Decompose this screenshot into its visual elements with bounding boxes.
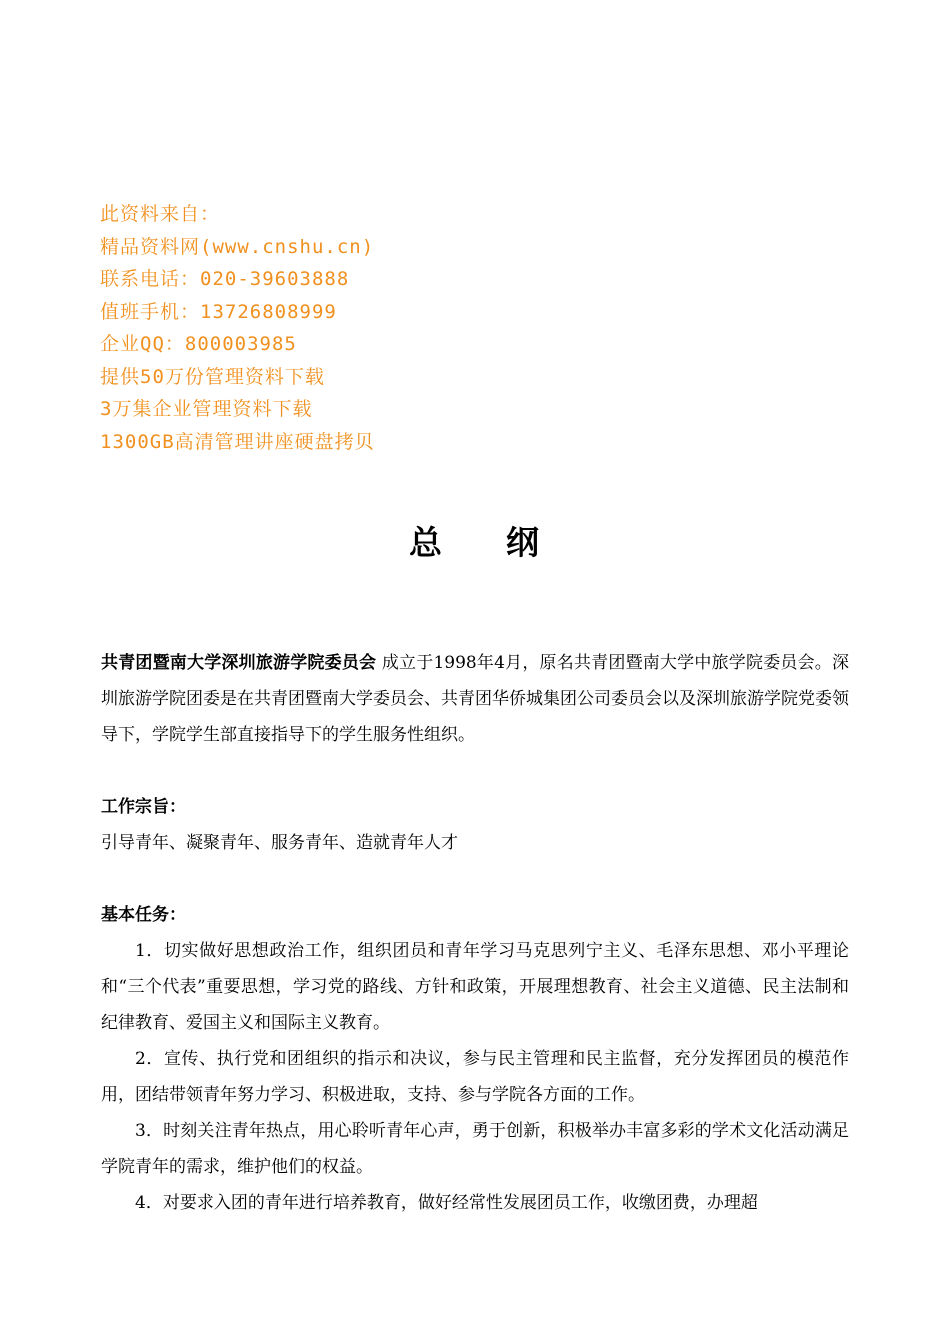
- promo-line-offer-3: 1300GB高清管理讲座硬盘拷贝: [100, 430, 375, 453]
- promo-line-phone: 联系电话：020-39603888: [100, 268, 350, 290]
- promo-line-source: 此资料来自：: [100, 203, 221, 225]
- task-item-4: 4．对要求入团的青年进行培养教育，做好经常性发展团员工作，收缴团费，办理超: [135, 1193, 758, 1213]
- promo-block: [100, 198, 620, 458]
- promo-line-offer-1: 提供50万份管理资料下载: [100, 365, 325, 388]
- title-char-1: 总: [409, 523, 444, 562]
- promo-line-website: 精品资料网(www.cnshu.cn): [100, 235, 375, 258]
- promo-line-mobile: 值班手机：13726808999: [100, 300, 337, 323]
- task-item-2: 2．宣传、执行党和团组织的指示和决议，参与民主管理和民主监督，充分发挥团员的模范作用，团结带领青年努力学习、积极进取，支持、参与学院各方面的工作。: [101, 1049, 849, 1105]
- section-spacer: [101, 861, 849, 897]
- section-spacer: [101, 753, 849, 789]
- intro-paragraph: [101, 645, 849, 753]
- promo-line-qq: 企业QQ：800003985: [100, 333, 297, 355]
- promo-line-offer-2: 3万集企业管理资料下载: [100, 398, 313, 420]
- org-name: 共青团暨南大学深圳旅游学院委员会: [101, 653, 377, 673]
- task-item-3: 3．时刻关注青年热点，用心聆听青年心声，勇于创新，积极举办丰富多彩的学术文化活动满足学院青年的需求，维护他们的权益。: [101, 1121, 849, 1177]
- title-char-2: 纲: [506, 523, 541, 562]
- purpose-heading: 工作宗旨：: [101, 797, 186, 817]
- document-body: [101, 645, 849, 1221]
- intro-text: 成立于1998年4月，原名共青团暨南大学中旅学院委员会。深圳旅游学院团委是在共青团暨南大学委员会、共青团华侨城集团公司委员会以及深圳旅游学院党委领导下，学院学生部直接指导下的学生服务性组织。: [101, 653, 850, 745]
- page-title: [0, 518, 950, 568]
- tasks-heading: 基本任务：: [101, 905, 186, 925]
- task-item-1: 1．切实做好思想政治工作，组织团员和青年学习马克思列宁主义、毛泽东思想、邓小平理论和“三个代表”重要思想，学习党的路线、方针和政策，开展理想教育、社会主义道德、民主法制和纪律教育、爱国主义和国际主义教育。: [101, 941, 849, 1033]
- purpose-text: 引导青年、凝聚青年、服务青年、造就青年人才: [101, 833, 458, 853]
